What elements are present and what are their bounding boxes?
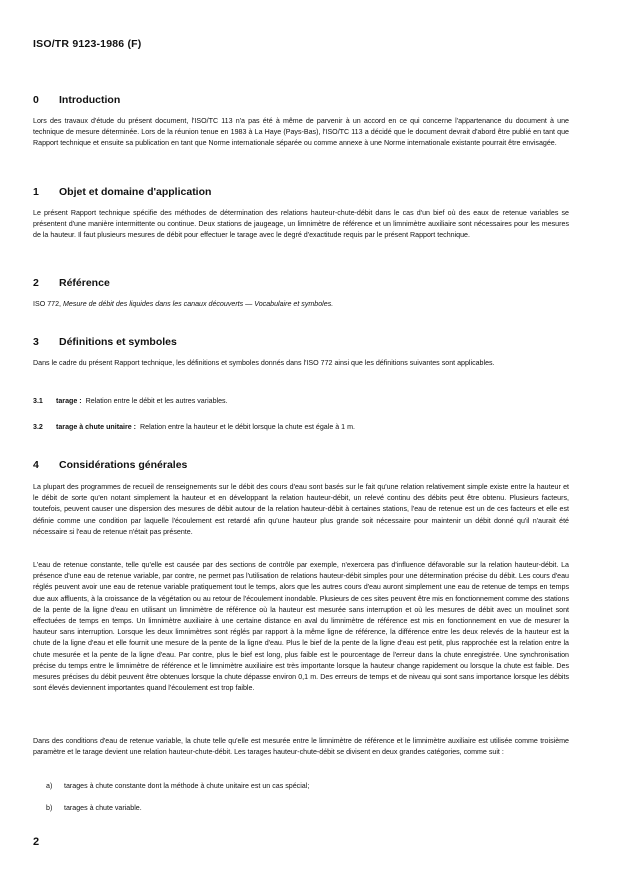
section-number: 4 [33,459,39,471]
definitions-intro-paragraph: Dans le cadre du présent Rapport technique, les définitions et symboles donnés dans l'ISO 772 ainsi que les définitions suivantes sont applicables. [33,359,495,367]
section-heading-reference [33,277,110,289]
section-number: 1 [33,186,39,198]
section-heading-general [33,459,187,471]
section-heading-introduction [33,94,120,106]
definition-item [33,396,228,407]
section-number: 3 [33,336,39,348]
general-paragraph: Dans des conditions d'eau de retenue variable, la chute telle qu'elle est mesurée entre le limnimètre de référence et le limnimètre auxiliaire est utilisée comme troisième paramètre et le tarage devient une relation hauteur-chute-débit. Les tarages hauteur-chute-débit se divisent en deux grandes catégories, comme suit : [33,737,569,757]
general-paragraph: L'eau de retenue constante, telle qu'elle est causée par des sections de contrôle par exemple, n'exercera pas d'influence défavorable sur la relation hauteur-débit. La présence d'une eau de retenue variable, par contre, ne permet pas l'utilisation de relations hauteur-débit simples pour une détermination précise du débit. Les cours d'eau réglés peuvent avoir une eau de retenue variable pratiquement tout le temps, alors que les autres cours d'eau auront simplement une eau de retenue de temps en temps due aux affluents, à la croissance de la végétation ou au retour de l'écoulement inondable. Plusieurs de ces sites peuvent être mis en fonctionnement comme des stations de la pente de la ligne d'eau en utilisant un limnimètre de référence où la hauteur est mesurée sans interruption et où les mesures de débit avec un moulinet sont effectuées de temps en temps. Un limnimètre auxiliaire à une certaine distance en aval du limnimètre de référence est mis en fonctionnement en vue de mesurer la hauteur sans interruption. Lorsque les deux limnimètres sont réglés par rapport à la même ligne de référence, la différence entre les deux relevés de la hauteur est la chute de la ligne d'eau et elle fournit une mesure de la pente de la ligne d'eau. Plus le bief de la pente de la ligne d'eau est petit, plus rapprochée est la relation entre la chute mesurée et la pente de la ligne d'eau. Par contre, plus le bief est long, plus faible est le pourcentage de l'erreur dans la chute enregistrée. Une synchronisation précise du temps entre le limnimètre de référence et le limnimètre auxiliaire est très importante lorsque la hauteur change rapidement ou lorsque la chute est faible. Des mesures précises du débit peuvent être obtenues lorsque la chute dépasse environ 0,1 m. Des erreurs de temps et de niveau qui sont sans importance lorsque les débits sont élevés deviennent importantes quand l'écoulement est trop faible. [33,561,569,693]
definition-text: Relation entre le débit et les autres variables. [85,397,228,405]
list-item-text: tarages à chute constante dont la méthode à chute unitaire est un cas spécial; [64,782,310,790]
introduction-paragraph: Lors des travaux d'étude du présent document, l'ISO/TC 113 n'a pas été à même de parvenir à un accord en ce qui concerne l'appartenance du document à une technique de mesure déterminée. Lors de la réunion tenue en 1983 à La Haye (Pays-Bas), l'ISO/TC 113 a décidé que le document devrait d'abord être publié en tant que Rapport technique et ensuite sa publication en tant que Norme internationale séparée ou comme annexe à une Norme internationale existante pourrait être envisagée. [33,117,569,148]
scope-paragraph: Le présent Rapport technique spécifie des méthodes de détermination des relations hauteur-chute-débit dans le cas d'un bief où des eaux de retenue variables se présentent d'une manière intermittente ou continue. Deux stations de jaugeage, un limnimètre de référence et un limnimètre auxiliaire sont nécessaires pour les mesures de la hauteur. Il faut plusieurs mesures de débit pour effectuer le tarage avec le degré d'exactitude requis par le présent Rapport technique. [33,209,569,240]
definition-text: Relation entre la hauteur et le débit lorsque la chute est égale à 1 m. [140,423,355,431]
list-item-label: a) [46,782,53,790]
document-identifier: ISO/TR 9123-1986 (F) [33,38,142,50]
list-item-text: tarages à chute variable. [64,804,142,812]
reference-paragraph [33,299,569,310]
section-number: 0 [33,94,39,106]
section-title: Introduction [59,94,121,106]
list-item-label: b) [46,804,53,812]
general-paragraph: La plupart des programmes de recueil de renseignements sur le débit des cours d'eau sont basés sur le fait qu'une relation relativement simple existe entre la hauteur et le débit de sorte qu'en notant simplement la hauteur et en développant la relation hauteur-débit, un relevé continu des débits peut être obtenu. Plusieurs facteurs, toutefois, peuvent causer une dispersion des mesures de débit autour de la relation hauteur-débit à certaines stations, l'eau de retenue est un de ces facteurs et elle est définie comme une condition par laquelle l'écoulement est retardé afin qu'une hauteur plus grande soit nécessaire pour maintenir un débit donné qu'il n'aurait été nécessaire si l'eau de retenue n'était pas présente. [33,483,569,536]
section-title: Définitions et symboles [59,336,177,348]
definition-term: tarage à chute unitaire : [56,423,137,431]
definition-term: tarage : [56,397,82,405]
reference-title: Mesure de débit des liquides dans les canaux découverts — Vocabulaire et symboles. [62,300,334,308]
section-number: 2 [33,277,39,289]
section-title: Considérations générales [59,459,188,471]
list-item [46,803,142,814]
page-number: 2 [33,836,40,848]
definition-item [33,422,355,433]
definition-number: 3.1 [33,397,43,405]
section-title: Référence [59,277,110,289]
section-heading-scope [33,186,211,198]
list-item [46,781,309,792]
section-heading-definitions [33,336,177,348]
reference-prefix: ISO 772, [33,300,61,308]
section-title: Objet et domaine d'application [59,186,212,198]
definition-number: 3.2 [33,423,43,431]
